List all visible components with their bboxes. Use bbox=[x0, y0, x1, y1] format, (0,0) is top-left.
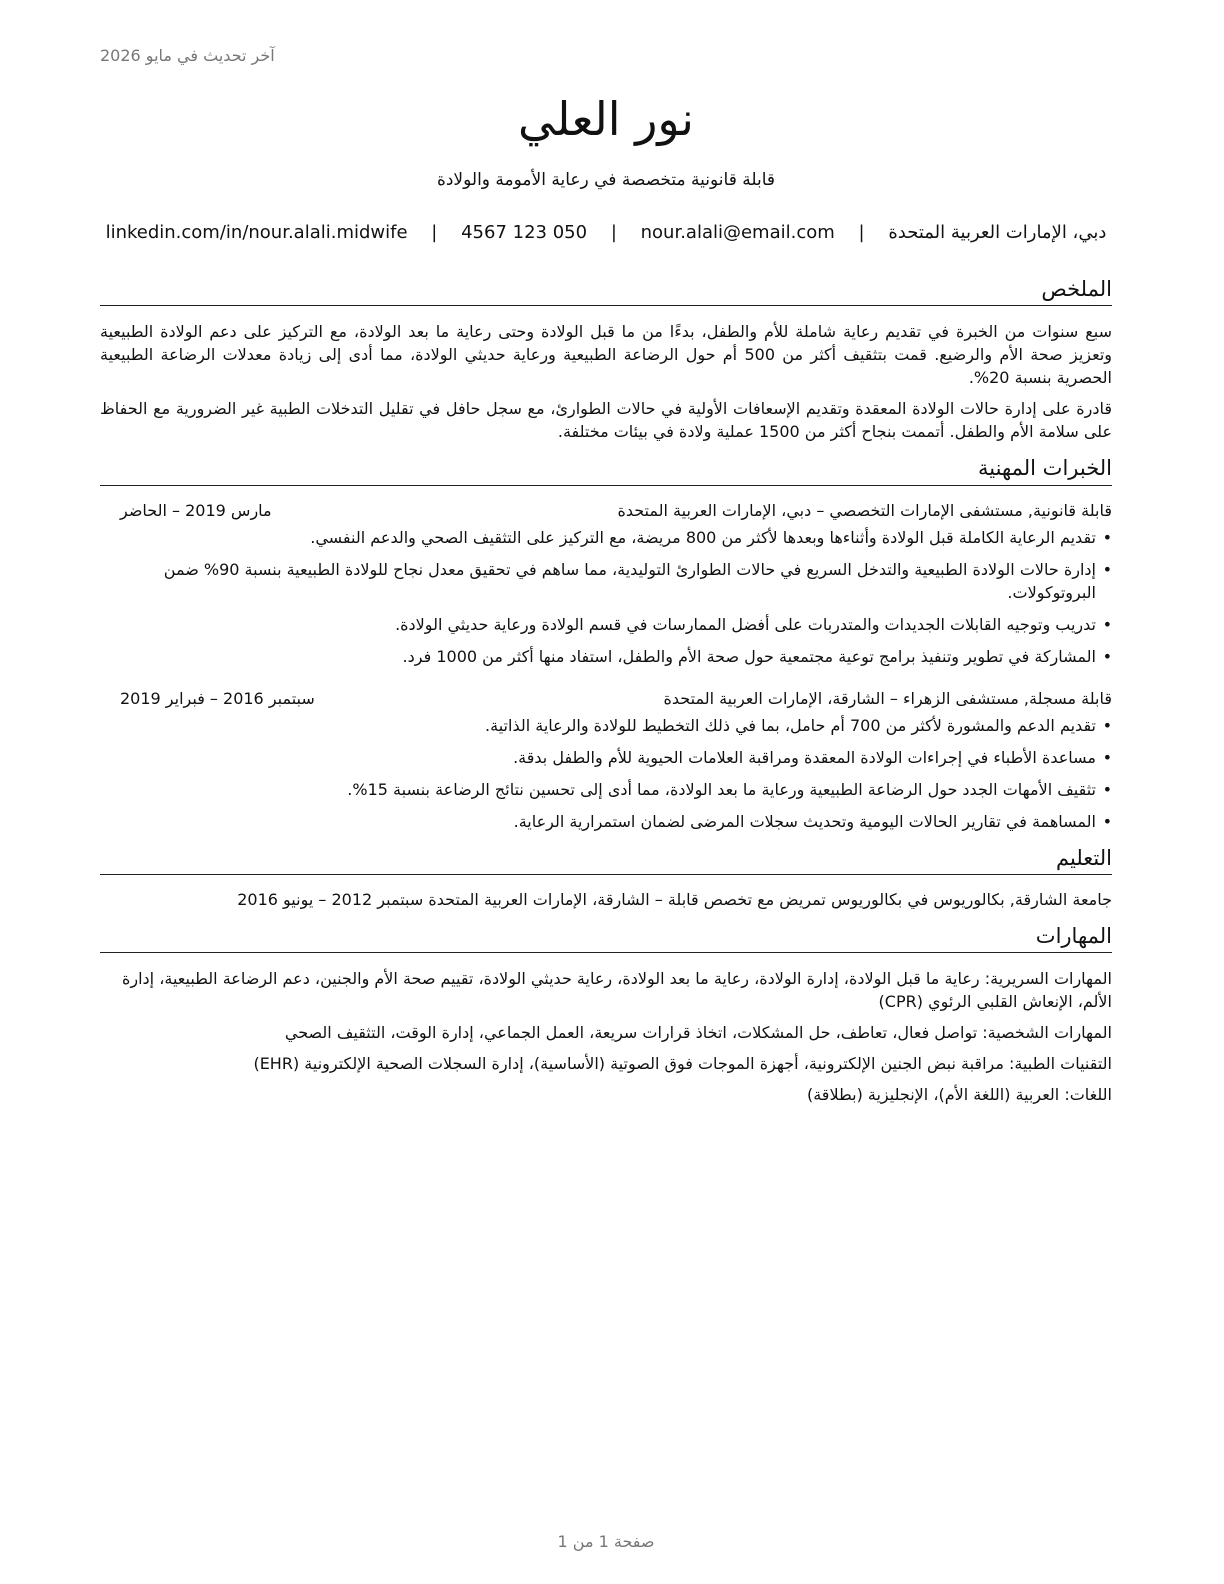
job-dates: سبتمبر 2016 – فبراير 2019 bbox=[120, 688, 315, 708]
contact-email[interactable]: nour.alali@email.com bbox=[640, 222, 835, 243]
summary-paragraph: سبع سنوات من الخبرة في تقديم رعاية شاملة للأم والطفل، بدءًا من ما قبل الولادة وحتى رعاية ما بعد الولادة، مع التركيز على دعم الولادة الطبيعية وتعزيز صحة الأم والرضيع. قمت بتثقيف أكثر من 500 أم حول الرضاعة الطبيعية ورعاية حديثي الولادة، مما أدى إلى زيادة معدلات الرضاعة الطبيعية الحصرية بنسبة 20%. bbox=[100, 322, 1112, 388]
job-bullet: • المساهمة في تقارير الحالات اليومية وتحديث سجلات المرضى لضمان استمرارية الرعاية. bbox=[100, 810, 1112, 833]
candidate-tagline: قابلة قانونية متخصصة في رعاية الأمومة والولادة bbox=[436, 170, 776, 190]
skills-line: المهارات السريرية: رعاية ما قبل الولادة، إدارة الولادة، رعاية ما بعد الولادة، رعاية حديثي الولادة، تقييم صحة الأم والجنين، دعم الرضاعة الطبيعية، إدارة الألم، الإنعاش القلبي الرئوي (CPR) bbox=[122, 969, 1112, 1012]
contact-location: دبي، الإمارات العربية المتحدة bbox=[888, 222, 1107, 243]
education-entry: جامعة الشارقة, بكالوريوس في بكالوريوس تمريض مع تخصص قابلة – الشارقة، الإمارات العربية المتحدة سبتمبر 2012 – يونيو 2016 bbox=[237, 889, 1112, 909]
contact-separator: | bbox=[431, 222, 438, 243]
job-bullet: • مساعدة الأطباء في إجراءات الولادة المعقدة ومراقبة العلامات الحيوية للأم والطفل بدقة. bbox=[100, 746, 1112, 769]
skills-section bbox=[100, 923, 1112, 1106]
experience-section bbox=[100, 455, 1112, 832]
skills-line: المهارات الشخصية: تواصل فعال، تعاطف، حل المشكلات، اتخاذ قرارات سريعة، العمل الجماعي، إدارة الوقت، التثقيف الصحي bbox=[284, 1023, 1112, 1043]
section-title-skills: المهارات bbox=[100, 923, 1112, 953]
job-bullet: • تدريب وتوجيه القابلات الجديدات والمتدربات على أفضل الممارسات في قسم الولادة ورعاية حديثي الولادة. bbox=[100, 613, 1112, 636]
skills-line: التقنيات الطبية: مراقبة نبض الجنين الإلكترونية، أجهزة الموجات فوق الصوتية (الأساسية)، إدارة السجلات الصحية الإلكترونية (EHR) bbox=[253, 1054, 1112, 1074]
job-dates: مارس 2019 – الحاضر bbox=[120, 500, 272, 520]
summary-section bbox=[100, 276, 1112, 443]
job-header bbox=[100, 500, 1112, 522]
job-bullet: • تقديم الدعم والمشورة لأكثر من 700 أم حامل، بما في ذلك التخطيط للولادة والرعاية الذاتية. bbox=[100, 714, 1112, 737]
candidate-name: نور العلي bbox=[518, 92, 694, 146]
job-bullet: • المشاركة في تطوير وتنفيذ برامج توعية مجتمعية حول صحة الأم والطفل، استفاد منها أكثر من 1000 فرد. bbox=[100, 645, 1112, 668]
job-bullets bbox=[100, 714, 1112, 833]
section-title-education: التعليم bbox=[100, 845, 1112, 875]
contact-phone: 4567 123 050 bbox=[461, 222, 588, 243]
education-section bbox=[100, 845, 1112, 911]
contact-separator: | bbox=[610, 222, 617, 243]
contact-linkedin[interactable]: linkedin.com/in/nour.alali.midwife bbox=[105, 222, 408, 243]
job-entry bbox=[100, 500, 1112, 668]
job-entry bbox=[100, 688, 1112, 833]
job-header bbox=[100, 688, 1112, 710]
section-title-summary: الملخص bbox=[100, 276, 1112, 306]
resume-page bbox=[100, 0, 1112, 1584]
job-role-org: قابلة مسجلة, مستشفى الزهراء – الشارقة، الإمارات العربية المتحدة bbox=[663, 688, 1112, 708]
job-role-org: قابلة قانونية, مستشفى الإمارات التخصصي – دبي، الإمارات العربية المتحدة bbox=[617, 500, 1112, 520]
contact-line bbox=[100, 222, 1112, 243]
section-title-experience: الخبرات المهنية bbox=[100, 455, 1112, 485]
page-number: صفحة 1 من 1 bbox=[557, 1532, 655, 1551]
job-bullet: • إدارة حالات الولادة الطبيعية والتدخل السريع في حالات الطوارئ التوليدية، مما ساهم في تحقيق معدل نجاح للولادة الطبيعية بنسبة 90% ضمن البروتوكولات. bbox=[100, 558, 1112, 604]
job-bullet: • تقديم الرعاية الكاملة قبل الولادة وأثناءها وبعدها لأكثر من 800 مريضة، مع التركيز على التثقيف الصحي والدعم النفسي. bbox=[100, 526, 1112, 549]
job-bullet: • تثقيف الأمهات الجدد حول الرضاعة الطبيعية ورعاية ما بعد الولادة، مما أدى إلى تحسين نتائج الرضاعة بنسبة 15%. bbox=[100, 778, 1112, 801]
job-bullets bbox=[100, 526, 1112, 668]
last-updated: آخر تحديث في مايو 2026 bbox=[100, 46, 275, 65]
contact-separator: | bbox=[858, 222, 865, 243]
skills-line: اللغات: العربية (اللغة الأم)، الإنجليزية (بطلاقة) bbox=[806, 1085, 1112, 1105]
resume-content bbox=[100, 276, 1112, 1118]
summary-paragraph: قادرة على إدارة حالات الولادة المعقدة وتقديم الإسعافات الأولية في حالات الطوارئ، مع سجل حافل في تقليل التدخلات الطبية غير الضرورية مع الحفاظ على سلامة الأم والطفل. أتممت بنجاح أكثر من 1500 عملية ولادة في بيئات مختلفة. bbox=[100, 399, 1112, 442]
